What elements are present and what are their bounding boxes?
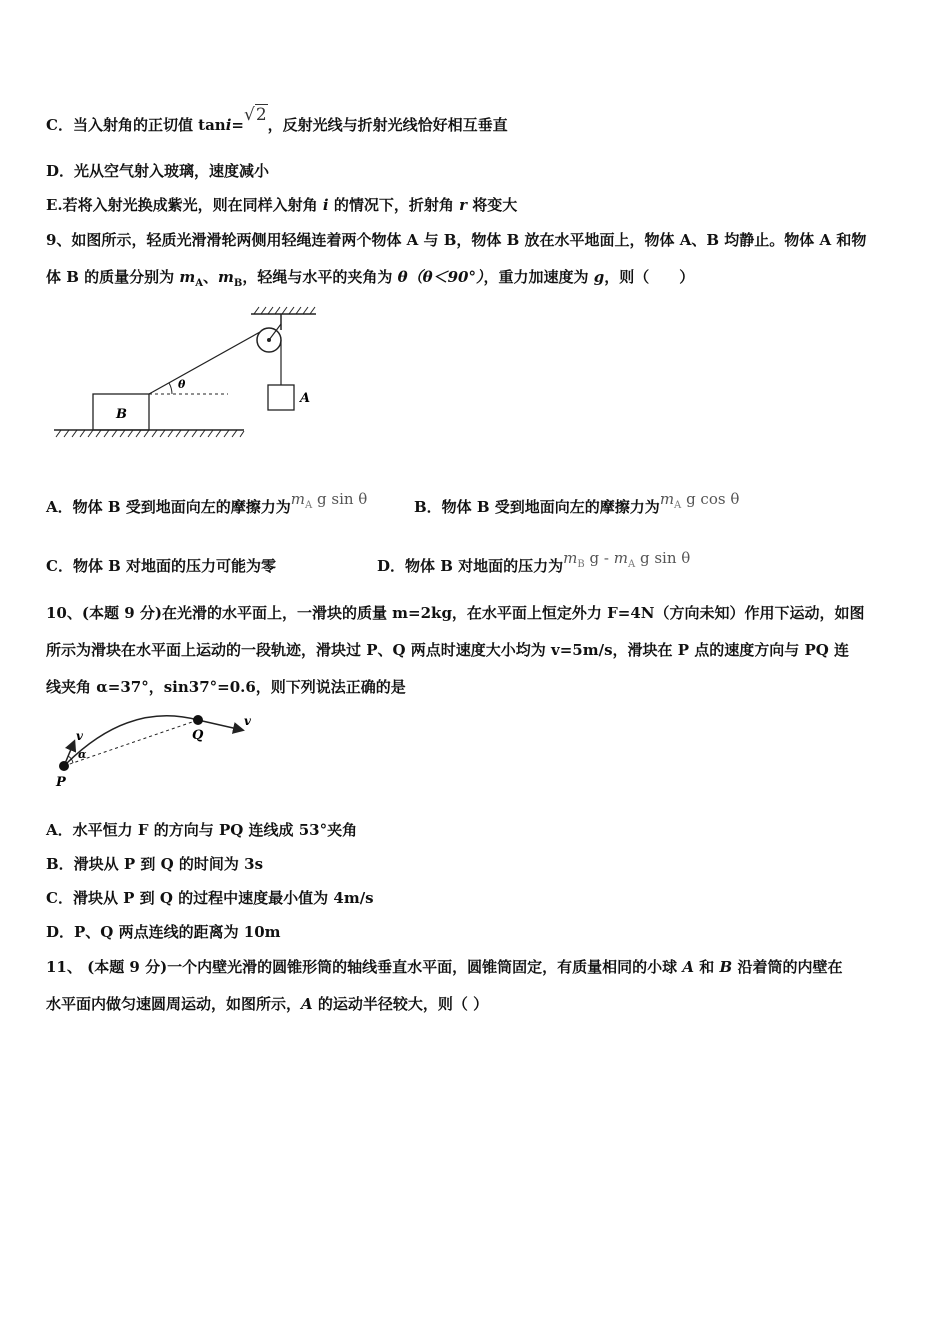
q9-option-d: D．物体 B 对地面的压力为$m_B$ g - $m_A$ g sin θ bbox=[377, 549, 691, 575]
q10-stem-line3: 线夹角 α=37°，sin37°=0.6，则下列说法正确的是 bbox=[46, 678, 406, 696]
point-p bbox=[59, 761, 69, 771]
label-theta: θ bbox=[178, 378, 186, 391]
label-p: P bbox=[56, 775, 66, 790]
label-a: A bbox=[300, 391, 311, 406]
q9-stem-line1: 9、如图所示，轻质光滑滑轮两侧用轻绳连着两个物体 A 与 B，物体 B 放在水平地面上，物体 A、B 均静止。物体 A 和物 bbox=[46, 231, 867, 249]
label-alpha: α bbox=[78, 748, 87, 761]
q10-stem-line1: 10、(本题 9 分)在光滑的水平面上，一滑块的质量 m=2kg，在水平面上恒定外力 F=4N（方向未知）作用下运动，如图 bbox=[46, 604, 865, 622]
q10-option-a: A．水平恒力 F 的方向与 PQ 连线成 53°夹角 bbox=[46, 821, 358, 839]
label-q: Q bbox=[192, 728, 204, 743]
q9-option-a: A．物体 B 受到地面向左的摩擦力为$m_A$ g sin θ bbox=[46, 490, 368, 516]
q10-option-b: B．滑块从 P 到 Q 的时间为 3s bbox=[46, 855, 264, 873]
point-q bbox=[193, 715, 203, 725]
q10-stem-line2: 所示为滑块在水平面上运动的一段轨迹，滑块过 P、Q 两点时速度大小均为 v=5m/s，滑块在 P 点的速度方向与 PQ 连 bbox=[46, 641, 850, 659]
sqrt-symbol: √2 bbox=[244, 105, 267, 125]
q8-option-d: D．光从空气射入玻璃，速度减小 bbox=[46, 162, 270, 180]
q9-option-b: B．物体 B 受到地面向左的摩擦力为$m_A$ g cos θ bbox=[414, 490, 740, 516]
q11-stem-line1: 11、 (本题 9 分)一个内壁光滑的圆锥形筒的轴线垂直水平面，圆锥筒固定，有质量相同的小球 A 和 B 沿着筒的内壁在 bbox=[46, 958, 843, 976]
q10-option-c: C．滑块从 P 到 Q 的过程中速度最小值为 4m/s bbox=[46, 889, 374, 907]
q8-option-e: E.若将入射光换成紫光，则在同样入射角 i 的情况下，折射角 r 将变大 bbox=[46, 196, 518, 214]
q10-trajectory-figure bbox=[48, 706, 268, 794]
q10-option-d: D．P、Q 两点连线的距离为 10m bbox=[46, 923, 281, 941]
q9-pulley-figure bbox=[48, 302, 328, 442]
q9-stem-line2: 体 B 的质量分别为 $m_A$、$m_B$，轻绳与水平的夹角为 θ（θ＜90°），重力加速度为 g，则（ ） bbox=[46, 268, 695, 289]
q11-stem-line2: 水平面内做匀速圆周运动，如图所示，A 的运动半径较大，则（ ） bbox=[46, 995, 489, 1013]
block-a bbox=[268, 385, 294, 410]
q8-option-c: C．当入射角的正切值 tani=√2，反射光线与折射光线恰好相互垂直 bbox=[46, 105, 508, 134]
label-v2: v bbox=[244, 714, 251, 728]
label-v1: v bbox=[76, 729, 83, 743]
label-b: B bbox=[116, 407, 127, 422]
q9-option-c: C．物体 B 对地面的压力可能为零 bbox=[46, 557, 277, 575]
